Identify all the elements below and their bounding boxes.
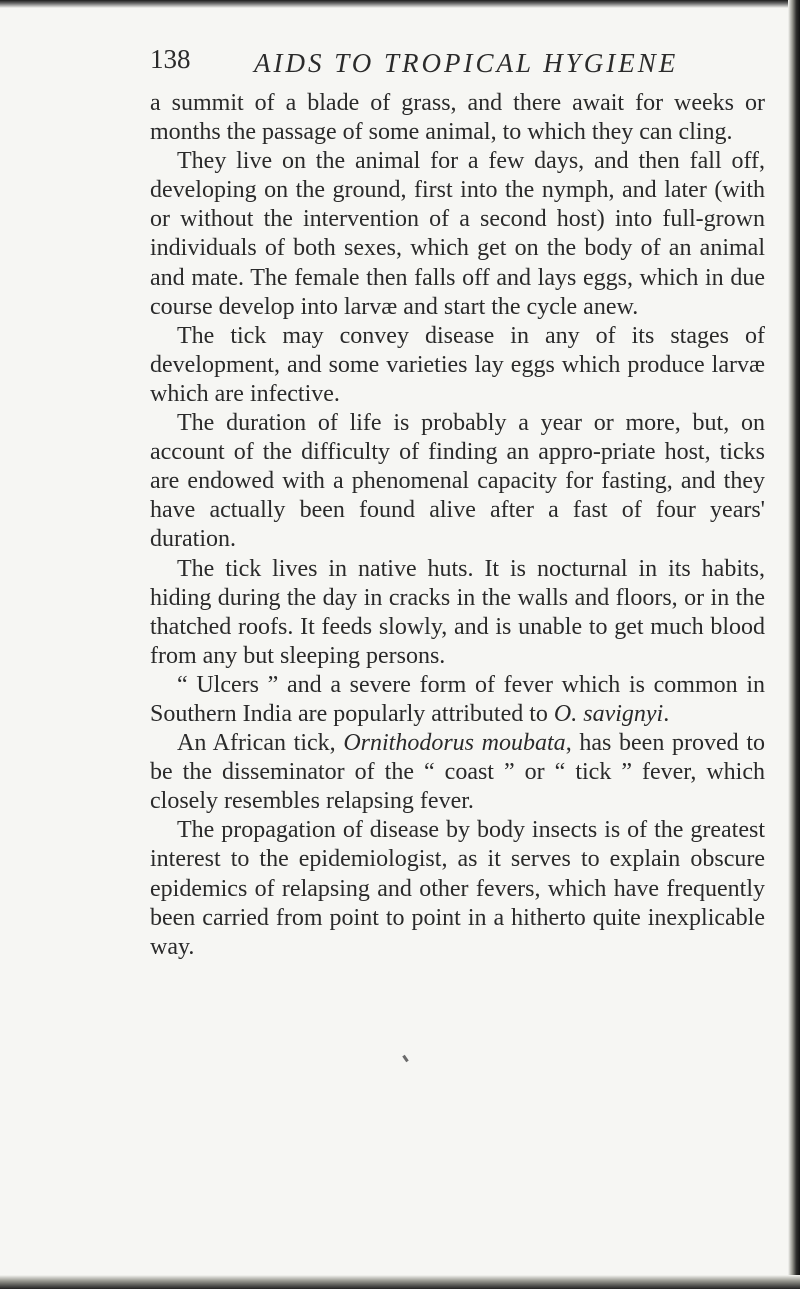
ulcers-end: .	[663, 700, 670, 727]
right-page-edge	[788, 0, 800, 1289]
stray-ink-mark	[402, 1055, 408, 1062]
paragraph-tick-habits: The tick lives in native huts. It is nocturnal in its habits, hiding during the day in cracks in the walls and floors, or in the thatched roofs. It feeds slowly, and is unable to get much blood from any but sleeping persons.	[150, 555, 765, 669]
paragraph-disease-stages: The tick may convey disease in any of its stages of development, and some varieties lay eggs which produce larvæ which are infective.	[150, 322, 765, 407]
ulcers-text: “ Ulcers ” and a severe form of fever which is common in Southern India are popularly attributed to	[150, 671, 765, 727]
paragraph-life-duration: The duration of life is probably a year or more, but, on account of the difficulty of finding an appro-priate host, ticks are endowed with a phenomenal capacity for fasting, and they have actually been found alive after a fast of four years' duration.	[150, 410, 765, 553]
paragraph-propagation: The propagation of disease by body insects is of the greatest interest to the epidemiologist, as it serves to explain obscure epidemics of relapsing and other fevers, which have frequently been carried from point to point in a hitherto quite inexplicable way.	[150, 817, 765, 960]
paragraph-tick-development: They live on the animal for a few days, and then fall off, developing on the ground, first into the nymph, and later (with or without the intervention of a second host) into full-grown individuals of both sexes, which get on the body of an animal and mate. The female then falls off and lays eggs, which in due course develop into larvæ and start the cycle anew.	[150, 148, 765, 320]
paragraph-african-tick	[150, 729, 765, 816]
species-name-savignyi: O. savignyi	[553, 700, 664, 727]
african-tick-text: , has been proved to be the disseminator of the “ coast ” or “ tick ” fever, which closely resembles relapsing fever.	[150, 730, 765, 815]
top-page-edge	[0, 0, 800, 8]
page-number: 138	[150, 44, 191, 74]
bottom-page-edge	[0, 1275, 800, 1289]
paragraph-ulcers	[150, 671, 765, 729]
running-head: AIDS TO TROPICAL HYGIENE	[254, 48, 679, 78]
species-name-moubata: Ornithodorus moubata	[343, 730, 566, 757]
body-text	[150, 89, 765, 962]
paragraph-continuation: a summit of a blade of grass, and there await for weeks or months the passage of some animal, to which they can cling.	[150, 90, 765, 146]
african-tick-start: An African tick,	[177, 730, 344, 757]
